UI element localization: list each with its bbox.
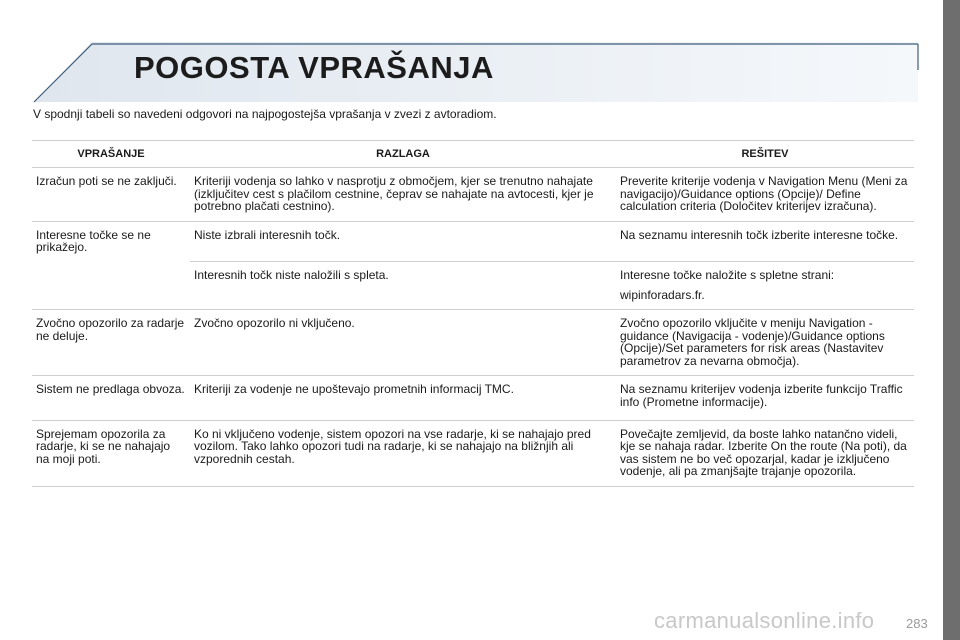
- solution-cell: Zvočno opozorilo vključite v meniju Navigation - guidance (Navigacija - vodenje)/Guidance options (Opcije)/Set parameters for risk areas (Nastavitev parametrov za nevarna območja).: [616, 310, 914, 376]
- question-cell: Sprejemam opozorila za radarje, ki se ne nahajajo na moji poti.: [32, 420, 190, 486]
- table-header-row: [32, 141, 914, 168]
- cause-cell: Zvočno opozorilo ni vključeno.: [190, 310, 616, 376]
- solution-cell: Preverite kriterije vodenja v Navigation Menu (Meni za navigacijo)/Guidance options (Opcije)/ Define calculation criteria (Določitev kriterijev izračuna).: [616, 168, 914, 222]
- solution-cell: Na seznamu interesnih točk izberite interesne točke.: [616, 221, 914, 262]
- solution-cell: Na seznamu kriterijev vodenja izberite funkcijo Traffic info (Prometne informacije).: [616, 376, 914, 421]
- table-row: [32, 262, 914, 310]
- intro-text: V spodnji tabeli so navedeni odgovori na najpogostejša vprašanja v zvezi z avtoradiom.: [33, 107, 497, 121]
- header-question: VPRAŠANJE: [32, 141, 190, 168]
- page-number: 283: [906, 616, 928, 631]
- solution-text: Interesne točke naložite s spletne strani:: [620, 268, 835, 282]
- watermark: carmanualsonline.info: [654, 608, 875, 633]
- cause-cell: Niste izbrali interesnih točk.: [190, 221, 616, 262]
- question-cell: [32, 262, 190, 310]
- table-row: [32, 221, 914, 262]
- header-cause: RAZLAGA: [190, 141, 616, 168]
- header-solution: REŠITEV: [616, 141, 914, 168]
- page-title: POGOSTA VPRAŠANJA: [134, 50, 494, 85]
- solution-cell: Povečajte zemljevid, da boste lahko natančno videli, kje se nahaja radar. Izberite On the route (Na poti), da vas sistem ne bo več opozarjal, kadar je izključeno vodenje, ali pa zmanjšajte trajanje opozorila.: [616, 420, 914, 486]
- cause-cell: Kriteriji za vodenje ne upoštevajo prometnih informacij TMC.: [190, 376, 616, 421]
- table-row: [32, 376, 914, 421]
- side-band: [943, 0, 960, 640]
- question-cell: Zvočno opozorilo za radarje ne deluje.: [32, 310, 190, 376]
- solution-website: wipinforadars.fr.: [620, 287, 705, 302]
- cause-cell: Kriteriji vodenja so lahko v nasprotju z območjem, kjer se trenutno nahajate (izključitev cest s plačilom cestnine, čeprav se nahajate na avtocesti, kjer je potrebno plačati cestnino).: [190, 168, 616, 222]
- cause-cell: Ko ni vključeno vodenje, sistem opozori na vse radarje, ki se nahajajo pred vozilom. Tako lahko opozori tudi na radarje, ki se nahajajo na bližnjih ali vzporednih cestah.: [190, 420, 616, 486]
- question-cell: Izračun poti se ne zaključi.: [32, 168, 190, 222]
- solution-cell: [616, 262, 914, 310]
- faq-table: [32, 140, 914, 487]
- table-row: [32, 420, 914, 486]
- cause-cell: Interesnih točk niste naložili s spleta.: [190, 262, 616, 310]
- question-cell: Sistem ne predlaga obvoza.: [32, 376, 190, 421]
- table-row: [32, 168, 914, 222]
- question-cell: Interesne točke se ne prikažejo.: [36, 227, 151, 254]
- table-row: [32, 310, 914, 376]
